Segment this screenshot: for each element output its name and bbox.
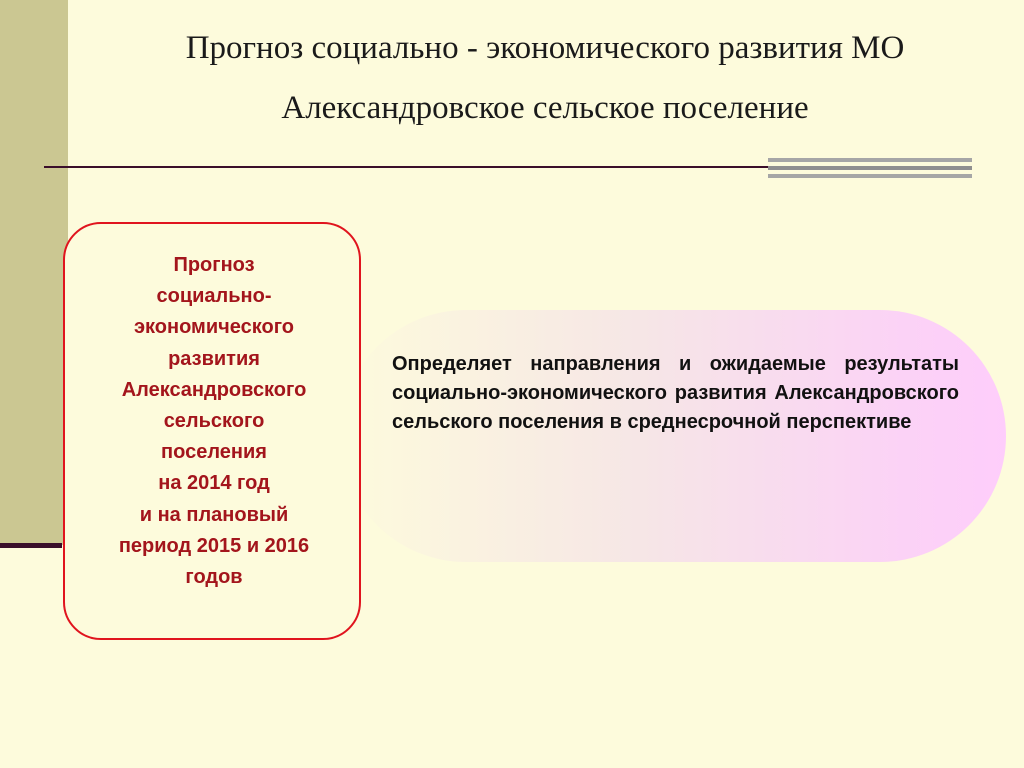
forecast-line: и на плановый [139, 503, 289, 526]
forecast-line: сельского [163, 410, 265, 433]
title-line-2: Александровское сельское поселение [281, 90, 809, 126]
forecast-line: развития [168, 347, 260, 370]
left-divider-line [0, 543, 62, 548]
forecast-line: поселения [161, 441, 267, 464]
left-decorative-band [0, 0, 68, 545]
forecast-line: годов [185, 566, 243, 589]
forecast-line: Прогноз [173, 254, 255, 276]
forecast-line: период 2015 и 2016 [118, 534, 310, 557]
title-divider-line [44, 166, 774, 168]
forecast-box-text [80, 250, 348, 593]
description-text: Определяет направления и ожидаемые результаты социально-экономического развития Александровского сельского поселения в среднесрочной перспективе [392, 353, 959, 433]
forecast-line: Александровского [121, 378, 307, 401]
grey-accent-bar [768, 158, 972, 178]
slide-title [80, 18, 1010, 138]
title-line-1: Прогноз социально - экономического развития МО [185, 30, 905, 66]
forecast-line: экономического [134, 316, 294, 339]
forecast-line: на 2014 год [158, 472, 270, 495]
forecast-line: социально- [156, 285, 272, 308]
